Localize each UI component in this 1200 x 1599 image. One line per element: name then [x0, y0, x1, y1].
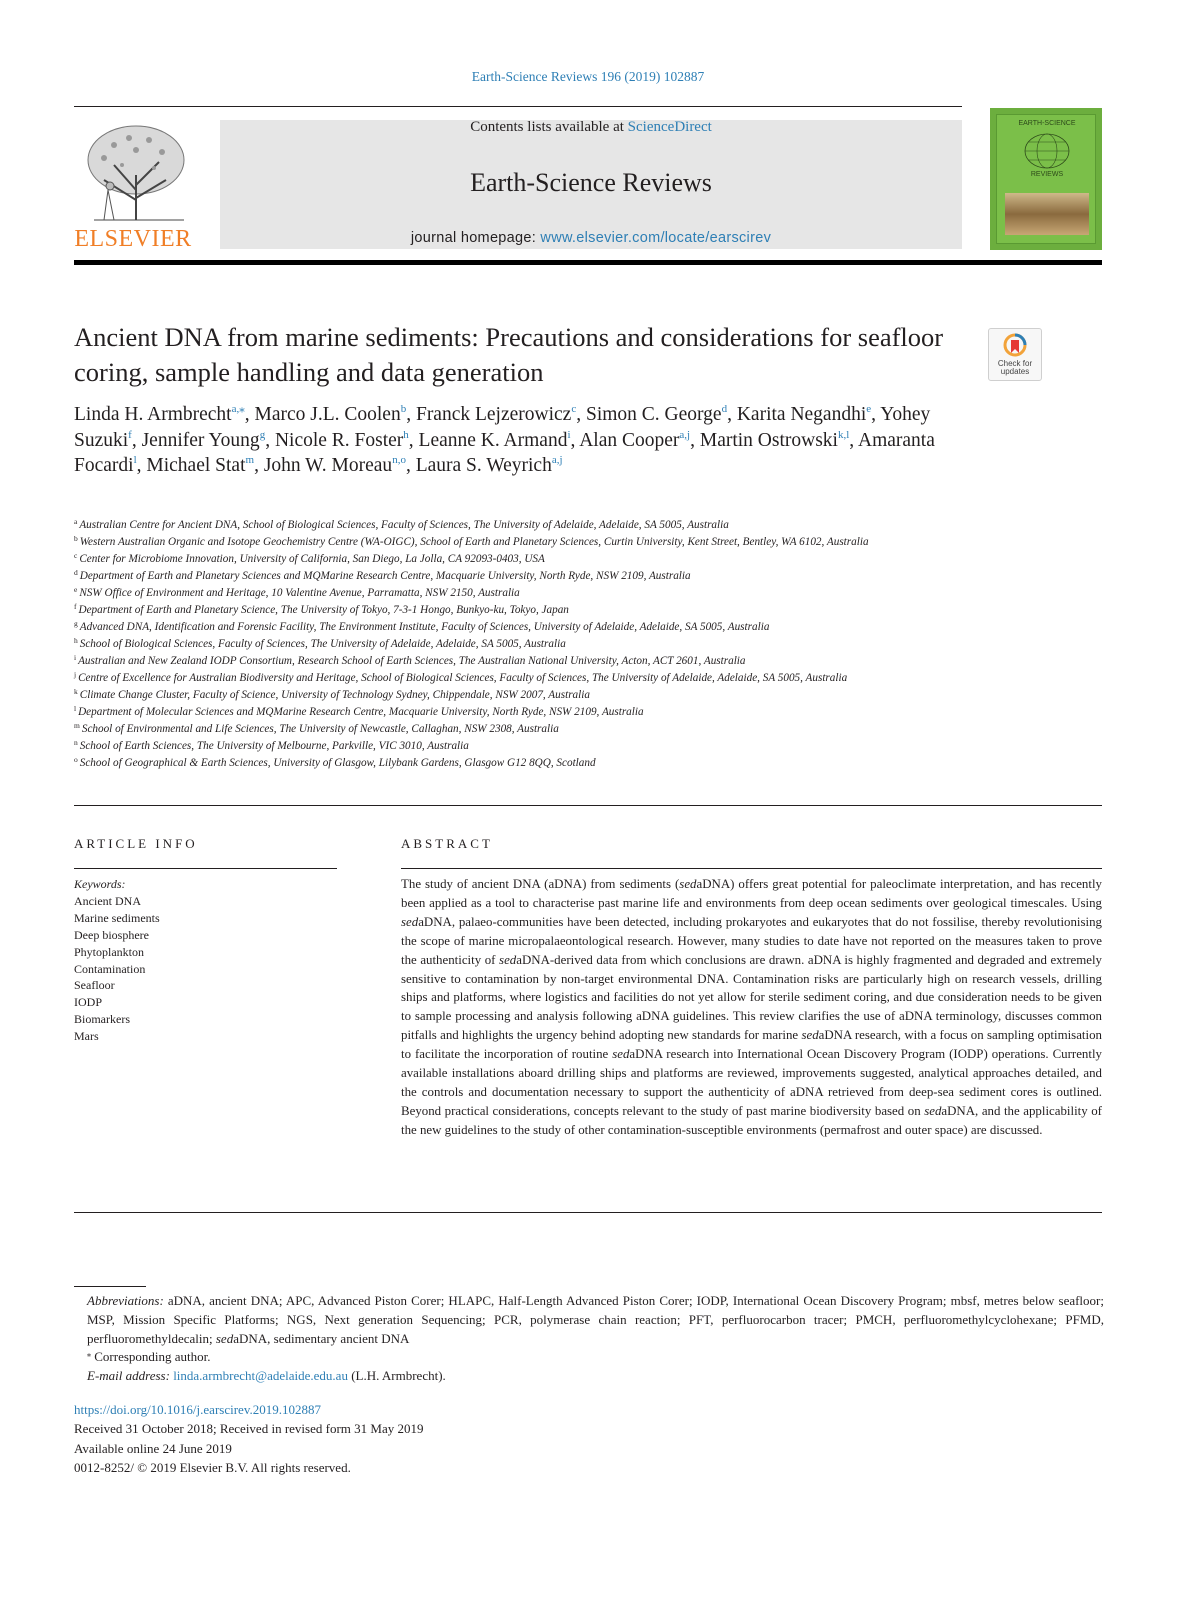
email-label: E-mail address:: [87, 1368, 170, 1384]
contents-availability: [220, 119, 962, 136]
cover-title-top: EARTH-SCIENCE: [1018, 120, 1076, 127]
article-info-heading: ARTICLE INFO: [74, 836, 198, 851]
affiliation-text: Centre of Excellence for Australian Biodiversity and Heritage, School of Biological Sciences, Faculty of Sciences, The University of Adelaide, Adelaide, SA 5005, Australia: [78, 672, 848, 684]
homepage-link[interactable]: www.elsevier.com/locate/earscirev: [540, 230, 772, 246]
affiliation-item: [74, 602, 1104, 619]
abbreviations-text: aDNA, ancient DNA; APC, Advanced Piston Corer; HLAPC, Half-Length Advanced Piston Corer; IODP, International Ocean Discovery Program; mbsf, metres below seafloor; MSP, Mission Specific Platforms; NGS, Next generation Sequencing; PCR, polymerase chain reaction; PFT, perfluorocarbon tracer; PMCH, perfluoromethylcyclohexane; PFMD, perfluoromethyldecalin;: [87, 1293, 1104, 1346]
author-affiliation-marker[interactable]: e: [866, 403, 872, 415]
author-name[interactable]: Yohey Suzuki: [74, 404, 931, 451]
affiliation-key: e: [74, 585, 78, 594]
affiliation-key: n: [74, 738, 78, 747]
cover-photo: [1005, 193, 1089, 235]
affiliation-item: [74, 738, 1104, 755]
affiliation-text: NSW Office of Environment and Heritage, 10 Valentine Avenue, Parramatta, NSW 2150, Australia: [79, 587, 520, 599]
author-name[interactable]: Michael Stat: [146, 455, 246, 476]
cover-title-bottom: REVIEWS: [1030, 171, 1064, 178]
author-affiliation-marker[interactable]: b: [400, 403, 407, 415]
affiliation-text: School of Biological Sciences, Faculty of Sciences, The University of Adelaide, Adelaide, SA 5005, Australia: [79, 638, 566, 650]
author-name[interactable]: Alan Cooper: [579, 429, 680, 451]
abbreviations-tail: aDNA, sedimentary ancient DNA: [233, 1330, 410, 1346]
check-for-updates-button[interactable]: [988, 328, 1042, 381]
affiliation-item: [74, 670, 1104, 687]
affiliation-text: Advanced DNA, Identification and Forensic Facility, The Environment Institute, Faculty of Sciences, University of Adelaide, Adelaide, SA 5005, Australia: [79, 621, 770, 633]
affiliation-key: k: [74, 687, 78, 696]
affiliation-text: Department of Molecular Sciences and MQMarine Research Centre, Macquarie University, North Ryde, NSW 2109, Australia: [78, 706, 644, 718]
affiliation-key: b: [74, 534, 78, 543]
homepage-prefix: journal homepage:: [410, 230, 541, 246]
author-affiliation-marker[interactable]: d: [721, 403, 728, 415]
author-name[interactable]: Nicole R. Foster: [274, 429, 404, 451]
journal-title: Earth-Science Reviews: [470, 168, 712, 197]
copyright: 0012-8252/ © 2019 Elsevier B.V. All rights reserved.: [74, 1459, 351, 1475]
author-name[interactable]: Karita Negandhi: [736, 404, 867, 425]
affiliation-item: [74, 551, 1104, 568]
check-updates-icon: [1003, 333, 1027, 359]
keyword-item: Phytoplankton: [74, 944, 145, 959]
affiliation-item: [74, 517, 1104, 534]
keyword-item: Biomarkers: [74, 1012, 130, 1027]
affiliation-text: Climate Change Cluster, Faculty of Science, University of Technology Sydney, Chippendale, NSW 2007, Australia: [79, 689, 590, 701]
check-updates-label: [989, 360, 1041, 376]
author-name[interactable]: Amaranta Focardi: [74, 429, 935, 476]
author-name[interactable]: Marco J.L. Coolen: [254, 404, 401, 425]
author-affiliation-marker[interactable]: a,j: [551, 454, 563, 466]
journal-cover-thumbnail[interactable]: [990, 108, 1102, 250]
author-name[interactable]: Laura S. Weyrich: [415, 455, 552, 476]
abbreviations-footnote: [74, 1292, 1104, 1348]
author-name[interactable]: Jennifer Young: [141, 429, 260, 451]
author-affiliation-marker[interactable]: g: [259, 428, 266, 441]
abstract-text: The study of ancient DNA (aDNA) from sediments (sedaDNA) offers great potential for paleoclimate interpretation, and has recently been applied as a tool to characterise past marine life and environments from deep ocean sediments over geological timescales. Using sedaDNA, palaeo-communities have been detected, including prokaryotes and eukaryotes that do not fossilise, thereby revolutionising the scope of marine micropalaeontological research. However, many studies to date have not reported on the measures taken to prove the authenticity of sedaDNA-derived data from which conclusions are drawn. aDNA is highly fragmented and degraded and extremely sensitive to contamination by non-target environmental DNA. Contamination risks are particularly high on research vessels, drilling ships and platforms, where logistics and facilities do not yet allow for sterile sediment coring, and due consideration needs to be given to sample processing and analysis following aDNA guidelines. This review clarifies the use of aDNA terminology, discusses common pitfalls and highlights the urgency behind adopting new standards for marine sedaDNA research, with a focus on sampling optimisation to facilitate the incorporation of routine sedaDNA research into International Ocean Discovery Program (IODP) operations. Currently available installations aboard drilling ships and platforms are reviewed, improvements suggested, analytical approaches detailed, and the controls and documentation necessary to support the authenticity of aDNA retrieved from deep-sea sediment cores is outlined. Beyond practical considerations, concepts relevant to the study of past marine biodiversity based on sedaDNA, and the applicability of the new guidelines to the study of other contamination-susceptible environments (permafrost and outer space) are discussed.: [401, 877, 1102, 1137]
affiliation-key: h: [74, 636, 78, 645]
corresponding-author-note: [74, 1348, 1104, 1367]
abstract-end-rule: [74, 1212, 1102, 1213]
author-affiliation-marker[interactable]: m: [245, 454, 255, 466]
journal-reference[interactable]: Earth-Science Reviews 196 (2019) 102887: [471, 69, 705, 84]
affiliation-item: [74, 636, 1104, 653]
affiliation-item: [74, 755, 1104, 772]
affiliation-key: a: [74, 517, 78, 526]
author-affiliation-marker[interactable]: a,⁎: [231, 403, 245, 415]
cover-panel: [996, 114, 1096, 244]
author-affiliation-marker[interactable]: n,o: [392, 454, 406, 466]
elsevier-logo-text: ELSEVIER: [74, 226, 192, 252]
keyword-item: Mars: [74, 1029, 99, 1044]
doi-link[interactable]: https://doi.org/10.1016/j.earscirev.2019.102887: [74, 1402, 321, 1417]
author-list: Linda H. Armbrecht$^{a,⁎}$, Marco J.L. Coolen$^b$, Franck Lejzerowicz$^c$, Simon C. George$^d$, Karita Negandhi$^e$, Yohey Suzuki$^f$, Jennifer Young$^g$, Nicole R. Foster$^h$, Leanne K. Armand$^i$, Alan Cooper$^{a,j}$, Martin Ostrowski$^{k,l}$, Amaranta Focardi$^l$, Michael Stat$^m$, John W. Moreau$^{n,o}$, Laura S. Weyrich$^{a,j}$: [74, 403, 935, 476]
header-thick-rule: [74, 260, 1102, 265]
email-note: [74, 1367, 1104, 1386]
check-updates-line1: Check for: [997, 359, 1033, 368]
affiliation-key: c: [74, 551, 78, 560]
affiliation-text: Center for Microbiome Innovation, University of California, San Diego, La Jolla, CA 92093-0403, USA: [79, 553, 545, 565]
abstract-rule: [401, 868, 1102, 869]
author-name[interactable]: Franck Lejzerowicz: [415, 404, 572, 425]
keywords-label: Keywords:: [74, 877, 126, 891]
keyword-list: [74, 893, 334, 1045]
section-rule: [74, 805, 1102, 806]
affiliation-key: o: [74, 755, 78, 764]
article-title: Ancient DNA from marine sediments: Precautions and considerations for seafloor coring, sample handling and data generation: [74, 322, 944, 387]
affiliation-key: m: [74, 721, 80, 730]
affiliation-item: [74, 653, 1104, 670]
author-name[interactable]: Leanne K. Armand: [418, 429, 568, 451]
affiliation-key: f: [74, 602, 77, 611]
corresponding-text: Corresponding author.: [91, 1349, 211, 1365]
abbreviations-tail-italic: sed: [215, 1330, 234, 1346]
globe-icon: [1022, 131, 1072, 171]
affiliation-text: Department of Earth and Planetary Science, The University of Tokyo, 7-3-1 Hongo, Bunkyo-ku, Tokyo, Japan: [78, 604, 569, 616]
author-name[interactable]: John W. Moreau: [263, 455, 393, 476]
author-name[interactable]: Martin Ostrowski: [699, 429, 838, 451]
author-name[interactable]: Simon C. George: [585, 404, 722, 425]
available-online: Available online 24 June 2019: [74, 1440, 232, 1456]
affiliation-item: [74, 704, 1104, 721]
keyword-item: Contamination: [74, 961, 146, 976]
received-dates: Received 31 October 2018; Received in revised form 31 May 2019: [74, 1421, 424, 1437]
affiliation-list: [74, 517, 1104, 772]
author-affiliation-marker[interactable]: h: [403, 428, 409, 441]
affiliation-item: [74, 687, 1104, 704]
keyword-item: IODP: [74, 995, 103, 1010]
sciencedirect-link[interactable]: ScienceDirect: [627, 119, 712, 135]
affiliation-key: d: [74, 568, 78, 577]
abbreviations-label: Abbreviations:: [87, 1293, 164, 1308]
affiliation-key: l: [74, 704, 77, 713]
author-affiliation-marker[interactable]: f: [128, 428, 132, 441]
footnotes: [74, 1292, 1104, 1386]
affiliation-key: j: [74, 670, 77, 679]
header-top-rule: [74, 106, 962, 107]
author-name[interactable]: Linda H. Armbrecht: [74, 404, 232, 425]
affiliation-key: g: [74, 619, 78, 628]
keyword-item: Deep biosphere: [74, 927, 149, 942]
keywords-block: [74, 876, 334, 1045]
keyword-item: Marine sediments: [74, 910, 160, 925]
footnote-rule: [74, 1286, 146, 1287]
corresponding-mark: ⁎: [87, 1350, 91, 1360]
abstract-heading: ABSTRACT: [401, 836, 493, 851]
affiliation-text: Department of Earth and Planetary Sciences and MQMarine Research Centre, Macquarie University, North Ryde, NSW 2109, Australia: [79, 570, 691, 582]
contents-prefix: Contents lists available at: [470, 119, 628, 135]
affiliation-text: Australian Centre for Ancient DNA, School of Biological Sciences, Faculty of Sciences, The University of Adelaide, Adelaide, SA 5005, Australia: [79, 519, 729, 531]
author-affiliation-marker[interactable]: l: [133, 454, 137, 466]
keyword-item: Seafloor: [74, 978, 115, 993]
affiliation-item: [74, 619, 1104, 636]
keyword-item: Ancient DNA: [74, 893, 141, 908]
affiliation-item: [74, 568, 1104, 585]
email-suffix: (L.H. Armbrecht).: [347, 1368, 446, 1384]
affiliation-text: School of Environmental and Life Sciences, The University of Newcastle, Callaghan, NSW 2308, Australia: [81, 723, 559, 735]
affiliation-item: [74, 721, 1104, 738]
author-affiliation-marker[interactable]: k,l: [837, 428, 850, 441]
affiliation-item: [74, 534, 1104, 551]
affiliation-item: [74, 585, 1104, 602]
affiliation-text: School of Geographical & Earth Sciences, University of Glasgow, Lilybank Gardens, Glasgow G12 8QQ, Scotland: [79, 757, 596, 769]
article-info-rule: [74, 868, 337, 869]
affiliation-text: School of Earth Sciences, The University of Melbourne, Parkville, VIC 3010, Australia: [79, 740, 469, 752]
check-updates-line2: updates: [1000, 367, 1030, 376]
author-affiliation-marker[interactable]: i: [567, 428, 571, 441]
email-link[interactable]: linda.armbrecht@adelaide.edu.au: [173, 1368, 348, 1384]
affiliation-key: i: [74, 653, 77, 662]
journal-homepage: [220, 230, 962, 246]
affiliation-text: Western Australian Organic and Isotope Geochemistry Centre (WA-OIGC), School of Earth and Planetary Sciences, Curtin University, Kent Street, Bentley, WA 6102, Australia: [79, 536, 869, 548]
publication-info: [74, 1400, 674, 1477]
affiliation-text: Australian and New Zealand IODP Consortium, Research School of Earth Sciences, The Australian National University, Acton, ACT 2601, Australia: [78, 655, 746, 667]
author-affiliation-marker[interactable]: c: [571, 403, 577, 415]
author-affiliation-marker[interactable]: a,j: [679, 428, 691, 441]
